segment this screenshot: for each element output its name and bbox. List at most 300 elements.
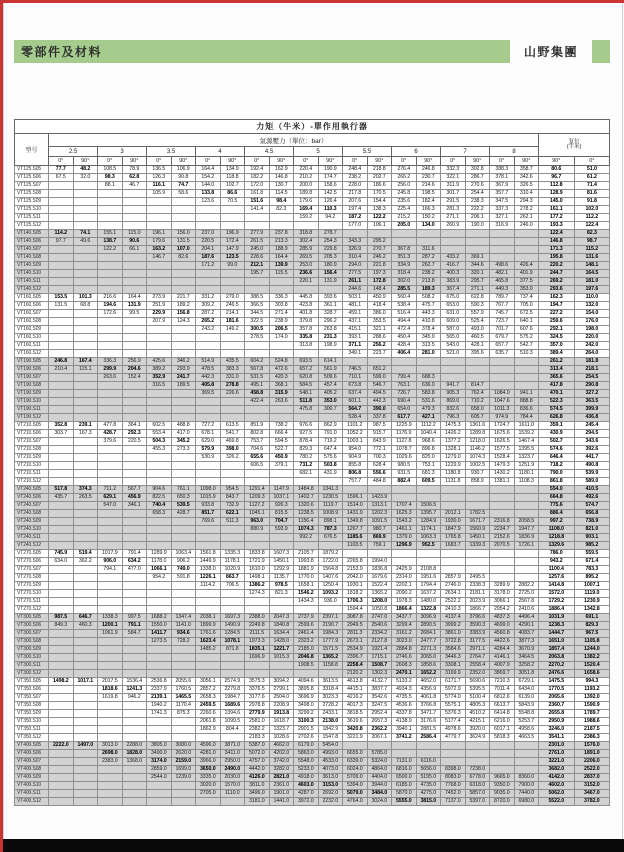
torque-cell: 1119.7 bbox=[318, 502, 343, 510]
model-cell: VT400.S11 bbox=[15, 790, 49, 798]
torque-cell: 218.8 bbox=[367, 166, 392, 174]
reset-cell: 1729.2 bbox=[539, 598, 575, 606]
torque-cell: 796.3 bbox=[441, 414, 466, 422]
torque-cell bbox=[98, 598, 123, 606]
torque-cell: 728.2 bbox=[171, 638, 196, 646]
torque-cell bbox=[196, 286, 221, 294]
torque-cell: 731.2 bbox=[294, 462, 319, 470]
torque-cell: 288.6 bbox=[367, 334, 392, 342]
torque-cell: 1431.9 bbox=[343, 510, 368, 518]
torque-cell: 1098.0 bbox=[196, 486, 221, 494]
torque-cell: 238.2 bbox=[343, 174, 368, 182]
torque-cell bbox=[73, 774, 98, 782]
torque-cell: 3590.3 bbox=[465, 622, 490, 630]
torque-cell: 4290.1 bbox=[514, 622, 539, 630]
torque-cell: 393.6 bbox=[318, 294, 343, 302]
torque-cell: 1147.9 bbox=[269, 486, 294, 494]
torque-cell: 843.9 bbox=[367, 438, 392, 446]
torque-cell: 74.1 bbox=[73, 230, 98, 238]
model-cell: VT190.S05 bbox=[15, 358, 49, 366]
torque-cell bbox=[465, 558, 490, 566]
table-row bbox=[15, 710, 610, 718]
torque-cell: 494.5 bbox=[367, 390, 392, 398]
torque-cell bbox=[196, 470, 221, 478]
table-row bbox=[15, 438, 610, 446]
torque-cell bbox=[196, 206, 221, 214]
torque-cell: 976.6 bbox=[294, 422, 319, 430]
torque-cell bbox=[73, 574, 98, 582]
torque-cell: 814.7 bbox=[465, 382, 490, 390]
torque-cell: 6339.0 bbox=[343, 758, 368, 766]
page-top-border bbox=[0, 0, 624, 3]
torque-cell: 2012.1 bbox=[441, 510, 466, 518]
torque-cell: 6655.0 bbox=[343, 750, 368, 758]
torque-cell bbox=[73, 590, 98, 598]
torque-cell: 3258.2 bbox=[514, 662, 539, 670]
torque-cell: 509.6 bbox=[318, 374, 343, 382]
torque-cell bbox=[269, 670, 294, 678]
torque-cell: 1040.4 bbox=[416, 430, 441, 438]
torque-cell: 228.6 bbox=[245, 254, 270, 262]
torque-cell: 130.7 bbox=[269, 182, 294, 190]
torque-cell bbox=[318, 478, 343, 486]
torque-cell bbox=[122, 790, 147, 798]
torque-cell: 1338.3 bbox=[98, 614, 123, 622]
torque-cell: 142.5 bbox=[318, 190, 343, 198]
torque-cell: 658.3 bbox=[147, 510, 172, 518]
torque-cell: 2799.1 bbox=[269, 686, 294, 694]
torque-cell: 5774.0 bbox=[441, 694, 466, 702]
torque-cell: 122.2 bbox=[367, 214, 392, 222]
torque-cell: 749.0 bbox=[171, 566, 196, 574]
torque-cell: 2746.6 bbox=[392, 654, 417, 662]
torque-cell bbox=[49, 726, 74, 734]
torque-cell: 6414.8 bbox=[490, 710, 515, 718]
torque-cell: 220.1 bbox=[294, 278, 319, 286]
torque-cell: 682.1 bbox=[294, 470, 319, 478]
torque-cell: 326.9 bbox=[343, 246, 368, 254]
torque-cell: 2490.0 bbox=[220, 766, 245, 774]
torque-cell: 278.5 bbox=[245, 334, 270, 342]
torque-cell: 3895.8 bbox=[294, 686, 319, 694]
torque-cell bbox=[220, 342, 245, 350]
torque-cell: 270.6 bbox=[465, 182, 490, 190]
torque-cell: 285.5 bbox=[392, 286, 417, 294]
torque-cell: 2567.8 bbox=[514, 598, 539, 606]
torque-cell: 1514.0 bbox=[343, 502, 368, 510]
torque-cell: 99.5 bbox=[122, 310, 147, 318]
model-cell: VT140.S10 bbox=[15, 270, 49, 278]
reset-cell: 783.3 bbox=[574, 566, 610, 574]
reset-cell: 363.5 bbox=[574, 398, 610, 406]
torque-cell bbox=[73, 446, 98, 454]
torque-cell: 2586.4 bbox=[416, 734, 441, 742]
torque-cell bbox=[465, 566, 490, 574]
table-row bbox=[15, 638, 610, 646]
reset-cell: 997.2 bbox=[539, 518, 575, 526]
torque-cell: 3318.4 bbox=[318, 686, 343, 694]
torque-cell: 276.4 bbox=[392, 166, 417, 174]
torque-cell: 223.7 bbox=[367, 350, 392, 358]
torque-cell: 2058.5 bbox=[514, 518, 539, 526]
torque-cell: 1221.7 bbox=[269, 646, 294, 654]
table-row bbox=[15, 574, 610, 582]
torque-cell: 366.5 bbox=[245, 302, 270, 310]
torque-cell: 700.3 bbox=[367, 454, 392, 462]
torque-cell: 5575.1 bbox=[441, 702, 466, 710]
reset-cell: 656.8 bbox=[574, 510, 610, 518]
torque-cell: 3177.6 bbox=[245, 694, 270, 702]
table-row bbox=[15, 534, 610, 542]
torque-cell: 516.4 bbox=[392, 310, 417, 318]
torque-cell: 1930.0 bbox=[441, 518, 466, 526]
table-row bbox=[15, 366, 610, 374]
degree-0-header: 0° bbox=[49, 157, 74, 166]
torque-cell: 2461.4 bbox=[294, 630, 319, 638]
torque-cell: 2581.0 bbox=[245, 718, 270, 726]
reset-cell: 671.4 bbox=[574, 558, 610, 566]
torque-cell: 149.2 bbox=[220, 326, 245, 334]
torque-cell bbox=[122, 406, 147, 414]
torque-cell: 579.9 bbox=[196, 446, 221, 454]
torque-cell: 1066.1 bbox=[147, 566, 172, 574]
torque-cell: 180.9 bbox=[318, 262, 343, 270]
torque-cell bbox=[343, 230, 368, 238]
table-row bbox=[15, 550, 610, 558]
torque-cell: 383.9 bbox=[441, 278, 466, 286]
torque-cell: 416.7 bbox=[441, 262, 466, 270]
torque-cell bbox=[269, 278, 294, 286]
torque-cell: 869.9 bbox=[367, 534, 392, 542]
torque-cell: 1251.9 bbox=[514, 462, 539, 470]
torque-cell bbox=[98, 454, 123, 462]
torque-cell bbox=[73, 206, 98, 214]
torque-cell: 1230.5 bbox=[318, 494, 343, 502]
torque-cell: 4662.0 bbox=[269, 742, 294, 750]
torque-cell bbox=[171, 350, 196, 358]
reset-cell: 3541.1 bbox=[539, 734, 575, 742]
reset-cell: 1257.6 bbox=[539, 574, 575, 582]
torque-cell bbox=[98, 446, 123, 454]
torque-cell: 836.6 bbox=[514, 406, 539, 414]
torque-cell bbox=[147, 454, 172, 462]
reset-cell: 1444.7 bbox=[539, 630, 575, 638]
torque-cell: 4275.0 bbox=[416, 790, 441, 798]
torque-cell: 197.3 bbox=[367, 270, 392, 278]
torque-cell: 2023.9 bbox=[465, 598, 490, 606]
reset-cell: 131.6 bbox=[574, 254, 610, 262]
torque-cell: 855.8 bbox=[343, 462, 368, 470]
torque-cell: 278.8 bbox=[220, 382, 245, 390]
torque-cell: 1015.9 bbox=[196, 494, 221, 502]
model-cell: VT350.S10 bbox=[15, 718, 49, 726]
torque-cell: 888.8 bbox=[514, 398, 539, 406]
reset-cell: 122.4 bbox=[574, 222, 610, 230]
torque-cell: 420.3 bbox=[269, 374, 294, 382]
torque-cell bbox=[269, 478, 294, 486]
torque-cell: 904.6 bbox=[147, 486, 172, 494]
torque-cell: 787.3 bbox=[318, 526, 343, 534]
torque-cell bbox=[73, 734, 98, 742]
torque-cell: 658.0 bbox=[465, 406, 490, 414]
model-cell: VT350.S07 bbox=[15, 694, 49, 702]
torque-cell bbox=[73, 334, 98, 342]
torque-cell: 3619.6 bbox=[343, 718, 368, 726]
table-row bbox=[15, 798, 610, 806]
torque-cell: 3464.5 bbox=[514, 654, 539, 662]
torque-cell: 299.9 bbox=[98, 366, 123, 374]
torque-cell bbox=[73, 406, 98, 414]
torque-cell: 1461.1 bbox=[392, 526, 417, 534]
torque-cell: 167.4 bbox=[73, 358, 98, 366]
table-row bbox=[15, 486, 610, 494]
torque-cell bbox=[171, 542, 196, 550]
torque-cell: 205.3 bbox=[318, 254, 343, 262]
torque-cell: 6812.6 bbox=[490, 694, 515, 702]
torque-cell: 2065.0 bbox=[416, 654, 441, 662]
torque-cell: 106.9 bbox=[171, 166, 196, 174]
torque-cell: 475.8 bbox=[294, 406, 319, 414]
torque-cell: 5395.5 bbox=[465, 686, 490, 694]
torque-cell: 154.4 bbox=[367, 198, 392, 206]
torque-cell: 3161.2 bbox=[392, 630, 417, 638]
torque-cell bbox=[49, 534, 74, 542]
torque-cell bbox=[171, 662, 196, 670]
torque-cell bbox=[245, 542, 270, 550]
torque-cell bbox=[73, 318, 98, 326]
torque-cell: 8083.0 bbox=[441, 774, 466, 782]
torque-cell bbox=[269, 598, 294, 606]
torque-cell bbox=[73, 342, 98, 350]
torque-cell: 543.0 bbox=[441, 342, 466, 350]
reset-cell: 417.8 bbox=[539, 382, 575, 390]
torque-cell bbox=[147, 406, 172, 414]
torque-cell: 431.9 bbox=[318, 470, 343, 478]
torque-cell bbox=[122, 446, 147, 454]
torque-cell: 1467.4 bbox=[514, 438, 539, 446]
torque-cell: 869.0 bbox=[441, 398, 466, 406]
torque-cell: 170.5 bbox=[367, 190, 392, 198]
torque-cell: 5376.3 bbox=[441, 710, 466, 718]
torque-cell: 2574.9 bbox=[220, 678, 245, 686]
reset-cell: 1576.0 bbox=[574, 742, 610, 750]
header-banner bbox=[14, 40, 610, 63]
torque-cell bbox=[269, 662, 294, 670]
torque-cell: 2190.7 bbox=[318, 622, 343, 630]
torque-cell: 3613.0 bbox=[318, 774, 343, 782]
torque-cell: 1921.4 bbox=[367, 646, 392, 654]
torque-cell bbox=[245, 598, 270, 606]
torque-cell: 1011.3 bbox=[490, 406, 515, 414]
torque-cell: 393.1 bbox=[343, 334, 368, 342]
torque-cell: 511.8 bbox=[294, 398, 319, 406]
torque-cell: 780.2 bbox=[294, 454, 319, 462]
torque-cell: 337.8 bbox=[367, 414, 392, 422]
torque-cell: 229.9 bbox=[147, 310, 172, 318]
model-cell: VT125.S10 bbox=[15, 206, 49, 214]
torque-cell: 1386.2 bbox=[245, 582, 270, 590]
torque-cell: 144.0 bbox=[196, 182, 221, 190]
torque-cell: 2504.0 bbox=[269, 694, 294, 702]
torque-cell: 138.3 bbox=[367, 206, 392, 214]
torque-cell bbox=[98, 574, 123, 582]
torque-cell bbox=[220, 542, 245, 550]
torque-cell: 174.7 bbox=[318, 174, 343, 182]
torque-cell: 763.1 bbox=[392, 382, 417, 390]
torque-cell bbox=[98, 278, 123, 286]
model-cell: VT160.S09 bbox=[15, 326, 49, 334]
torque-cell bbox=[196, 606, 221, 614]
torque-cell: 136.5 bbox=[147, 166, 172, 174]
table-row bbox=[15, 230, 610, 238]
torque-cell: 4216.2 bbox=[343, 694, 368, 702]
degree-0-header: 0° bbox=[343, 157, 368, 166]
torque-cell bbox=[220, 270, 245, 278]
reset-cell: 786.0 bbox=[539, 550, 575, 558]
reset-cell: 2386.3 bbox=[574, 734, 610, 742]
torque-cell: 2120.2 bbox=[343, 670, 368, 678]
torque-cell bbox=[49, 590, 74, 598]
model-cell: VT190.S10 bbox=[15, 398, 49, 406]
torque-cell: 1402.7 bbox=[294, 494, 319, 502]
torque-cell: 3944.0 bbox=[367, 782, 392, 790]
torque-cell bbox=[49, 398, 74, 406]
torque-cell: 524.8 bbox=[269, 358, 294, 366]
reset-cell: 290.8 bbox=[574, 382, 610, 390]
torque-cell: 204.6 bbox=[122, 366, 147, 374]
torque-cell bbox=[392, 230, 417, 238]
torque-cell bbox=[73, 670, 98, 678]
torque-cell: 74.7 bbox=[171, 182, 196, 190]
torque-cell bbox=[49, 182, 74, 190]
reset-cell: 574.5 bbox=[539, 406, 575, 414]
degree-0-header: 0° bbox=[392, 157, 417, 166]
table-row bbox=[15, 782, 610, 790]
torque-cell: 475.7 bbox=[416, 302, 441, 310]
reset-cell: 410.5 bbox=[574, 486, 610, 494]
torque-cell: 2111.5 bbox=[245, 630, 270, 638]
torque-cell: 936.0 bbox=[318, 598, 343, 606]
torque-cell: 2334.2 bbox=[367, 630, 392, 638]
torque-cell: 1994.0 bbox=[367, 558, 392, 566]
torque-cell: 2658.3 bbox=[196, 694, 221, 702]
torque-cell bbox=[514, 246, 539, 254]
torque-cell bbox=[98, 326, 123, 334]
reset-cell: 1230.9 bbox=[574, 598, 610, 606]
model-cell: VT400.S12 bbox=[15, 798, 49, 806]
torque-cell: 445.8 bbox=[294, 294, 319, 302]
torque-cell: 789.7 bbox=[490, 294, 515, 302]
table-row bbox=[15, 734, 610, 742]
torque-cell: 1913.8 bbox=[269, 710, 294, 718]
reset-cell: 589.0 bbox=[574, 478, 610, 486]
torque-cell bbox=[147, 326, 172, 334]
reset-cell: 436.8 bbox=[574, 414, 610, 422]
torque-cell: 3805.0 bbox=[147, 742, 172, 750]
torque-cell: 6500.0 bbox=[392, 774, 417, 782]
torque-cell: 318.8 bbox=[294, 230, 319, 238]
torque-cell: 190.9 bbox=[318, 166, 343, 174]
torque-cell bbox=[73, 646, 98, 654]
torque-cell bbox=[98, 262, 123, 270]
table-row bbox=[15, 342, 610, 350]
torque-cell: 1951.6 bbox=[416, 574, 441, 582]
table-row bbox=[15, 758, 610, 766]
reset-cell: 2301.0 bbox=[539, 742, 575, 750]
model-cell: VT160.S10 bbox=[15, 334, 49, 342]
model-cell: VT300.S12 bbox=[15, 670, 49, 678]
torque-cell: 1480.0 bbox=[416, 598, 441, 606]
reset-cell: 3467.0 bbox=[574, 790, 610, 798]
torque-cell: 590.3 bbox=[465, 302, 490, 310]
torque-cell: 318.4 bbox=[392, 270, 417, 278]
torque-cell bbox=[147, 286, 172, 294]
table-row bbox=[15, 774, 610, 782]
table-row bbox=[15, 206, 610, 214]
torque-cell: 172.4 bbox=[220, 238, 245, 246]
torque-cell bbox=[73, 478, 98, 486]
torque-cell bbox=[269, 606, 294, 614]
torque-cell: 1607.3 bbox=[269, 550, 294, 558]
torque-cell bbox=[147, 462, 172, 470]
torque-cell: 322.1 bbox=[441, 174, 466, 182]
torque-cell: 287.2 bbox=[416, 254, 441, 262]
torque-cell bbox=[73, 214, 98, 222]
torque-cell bbox=[49, 518, 74, 526]
torque-cell: 2159.0 bbox=[171, 758, 196, 766]
torque-cell: 2362.2 bbox=[367, 726, 392, 734]
torque-cell bbox=[147, 798, 172, 806]
torque-cell: 1497.0 bbox=[73, 742, 98, 750]
torque-cell: 1508.7 bbox=[367, 662, 392, 670]
torque-cell: 4202.0 bbox=[269, 750, 294, 758]
torque-cell: 118.8 bbox=[220, 174, 245, 182]
model-cell: VT350.S05 bbox=[15, 678, 49, 686]
model-cell: VT210.S06 bbox=[15, 430, 49, 438]
torque-cell: 378.1 bbox=[490, 174, 515, 182]
torque-cell: 2234.7 bbox=[490, 526, 515, 534]
reset-cell: 430.9 bbox=[539, 430, 575, 438]
torque-cell: 2249.8 bbox=[245, 622, 270, 630]
torque-cell: 3437.7 bbox=[392, 614, 417, 622]
torque-cell bbox=[122, 470, 147, 478]
torque-cell: 2522.2 bbox=[441, 598, 466, 606]
torque-cell: 655.6 bbox=[245, 454, 270, 462]
torque-cell: 5397.0 bbox=[465, 798, 490, 806]
torque-cell: 2950.0 bbox=[220, 758, 245, 766]
torque-cell bbox=[514, 566, 539, 574]
reset-cell: 2063.8 bbox=[539, 654, 575, 662]
reset-cell: 357.0 bbox=[539, 342, 575, 350]
reset-cell: 574.6 bbox=[539, 446, 575, 454]
torque-cell: 426.4 bbox=[514, 262, 539, 270]
torque-cell: 388.3 bbox=[490, 166, 515, 174]
model-cell: VT300.S11 bbox=[15, 662, 49, 670]
torque-cell: 954.0 bbox=[343, 446, 368, 454]
torque-cell: 133.8 bbox=[196, 190, 221, 198]
torque-cell: 253.0 bbox=[294, 262, 319, 270]
torque-cell: 4137.4 bbox=[441, 614, 466, 622]
torque-cell bbox=[392, 366, 417, 374]
model-cell: VT190.S06 bbox=[15, 366, 49, 374]
torque-cell bbox=[49, 734, 74, 742]
torque-cell: 613.5 bbox=[220, 422, 245, 430]
torque-cell bbox=[122, 726, 147, 734]
torque-cell: 131.9 bbox=[318, 278, 343, 286]
torque-cell: 216.6 bbox=[98, 294, 123, 302]
torque-cell bbox=[196, 670, 221, 678]
torque-cell: 254.4 bbox=[465, 190, 490, 198]
